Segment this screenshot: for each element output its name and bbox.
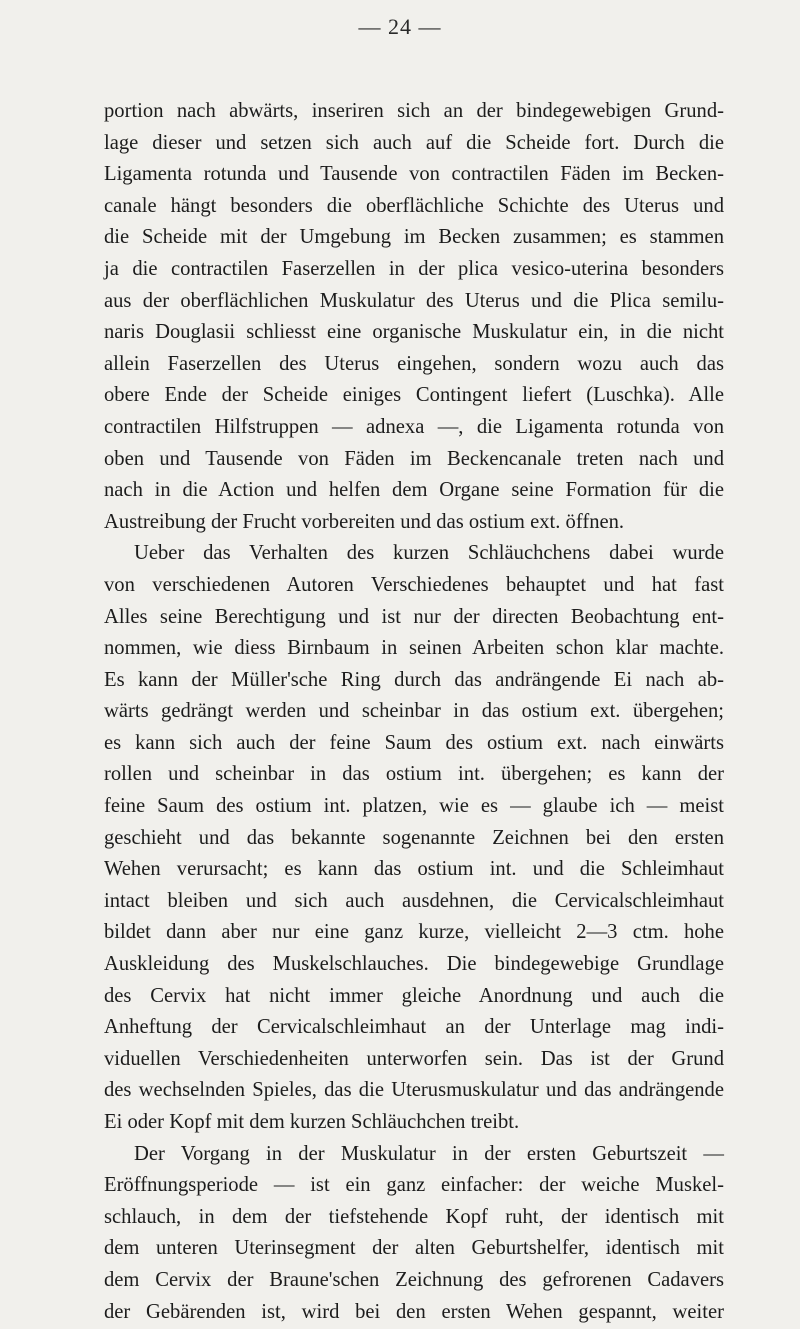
- paragraph: [104, 538, 724, 1138]
- text-line: wärts gedrängt werden und scheinbar in das ostium ext. übergehen;: [104, 700, 724, 723]
- page-number: — 24 —: [358, 14, 442, 39]
- text-line: lage dieser und setzen sich auch auf die Scheide fort. Durch die: [104, 131, 724, 154]
- text-line: ja die contractilen Faserzellen in der plica vesico-uterina besonders: [104, 257, 724, 280]
- text-line: dem Cervix der Braune'schen Zeichnung des gefrorenen Cadavers: [104, 1268, 724, 1291]
- text-line: contractilen Hilfstruppen — adnexa —, die Ligamenta rotunda von: [104, 415, 724, 438]
- text-line: feine Saum des ostium int. platzen, wie es — glaube ich — meist: [104, 795, 724, 818]
- text-line: Es kann der Müller'sche Ring durch das andrängende Ei nach ab-: [104, 668, 724, 691]
- text-line: Ligamenta rotunda und Tausende von contractilen Fäden im Becken-: [104, 163, 724, 186]
- text-line: canale hängt besonders die oberflächliche Schichte des Uterus und: [104, 194, 724, 217]
- paragraph: [104, 96, 724, 538]
- text-line: Der Vorgang in der Muskulatur in der ersten Geburtszeit —: [134, 1142, 724, 1165]
- text-line: rollen und scheinbar in das ostium int. übergehen; es kann der: [104, 763, 724, 786]
- text-line: naris Douglasii schliesst eine organische Muskulatur ein, in die nicht: [104, 321, 724, 344]
- text-line: des wechselnden Spieles, das die Uterusmuskulatur und das andrängende: [104, 1079, 724, 1102]
- text-line: dem unteren Uterinsegment der alten Geburtshelfer, identisch mit: [104, 1237, 724, 1260]
- text-line: die Scheide mit der Umgebung im Becken zusammen; es stammen: [104, 226, 724, 249]
- text-line: Ei oder Kopf mit dem kurzen Schläuchchen treibt.: [104, 1111, 520, 1133]
- text-line: geschieht und das bekannte sogenannte Zeichnen bei den ersten: [104, 826, 724, 849]
- text-line: der Gebärenden ist, wird bei den ersten Wehen gespannt, weiter: [104, 1300, 724, 1323]
- text-line: portion nach abwärts, inseriren sich an der bindegewebigen Grund-: [104, 100, 724, 122]
- text-line: es kann sich auch der feine Saum des ostium ext. nach einwärts: [104, 731, 724, 754]
- text-line: des Cervix hat nicht immer gleiche Anordnung und auch die: [104, 984, 724, 1007]
- text-line: Anheftung der Cervicalschleimhaut an der Unterlage mag indi-: [104, 1016, 724, 1039]
- paragraph: [104, 1139, 724, 1329]
- text-line: Auskleidung des Muskelschlauches. Die bindegewebige Grundlage: [104, 953, 724, 976]
- text-line: viduellen Verschiedenheiten unterworfen sein. Das ist der Grund: [104, 1047, 724, 1070]
- text-line: nach in die Action und helfen dem Organe seine Formation für die: [104, 479, 724, 502]
- text-line: obere Ende der Scheide einiges Contingent liefert (Luschka). Alle: [104, 384, 724, 407]
- text-line: Alles seine Berechtigung und ist nur der directen Beobachtung ent-: [104, 605, 724, 628]
- text-line: aus der oberflächlichen Muskulatur des Uterus und die Plica semilu-: [104, 289, 724, 312]
- text-line: von verschiedenen Autoren Verschiedenes behauptet und hat fast: [104, 573, 724, 596]
- text-line: Austreibung der Frucht vorbereiten und das ostium ext. öffnen.: [104, 510, 625, 533]
- text-line: Wehen verursacht; es kann das ostium int. und die Schleimhaut: [104, 858, 724, 881]
- text-line: schlauch, in dem der tiefstehende Kopf ruht, der identisch mit: [104, 1205, 724, 1228]
- text-line: Eröffnungsperiode — ist ein ganz einfacher: der weiche Muskel-: [104, 1174, 724, 1197]
- text-line: allein Faserzellen des Uterus eingehen, sondern wozu auch das: [104, 352, 724, 375]
- text-line: oben und Tausende von Fäden im Beckencanale treten nach und: [104, 447, 724, 470]
- body-text: [104, 96, 724, 1328]
- text-line: nommen, wie diess Birnbaum in seinen Arbeiten schon klar machte.: [104, 637, 724, 660]
- text-line: Ueber das Verhalten des kurzen Schläuchchens dabei wurde: [134, 542, 724, 565]
- text-line: intact bleiben und sich auch ausdehnen, die Cervicalschleimhaut: [104, 889, 724, 912]
- text-line: bildet dann aber nur eine ganz kurze, vielleicht 2—3 ctm. hohe: [104, 921, 724, 944]
